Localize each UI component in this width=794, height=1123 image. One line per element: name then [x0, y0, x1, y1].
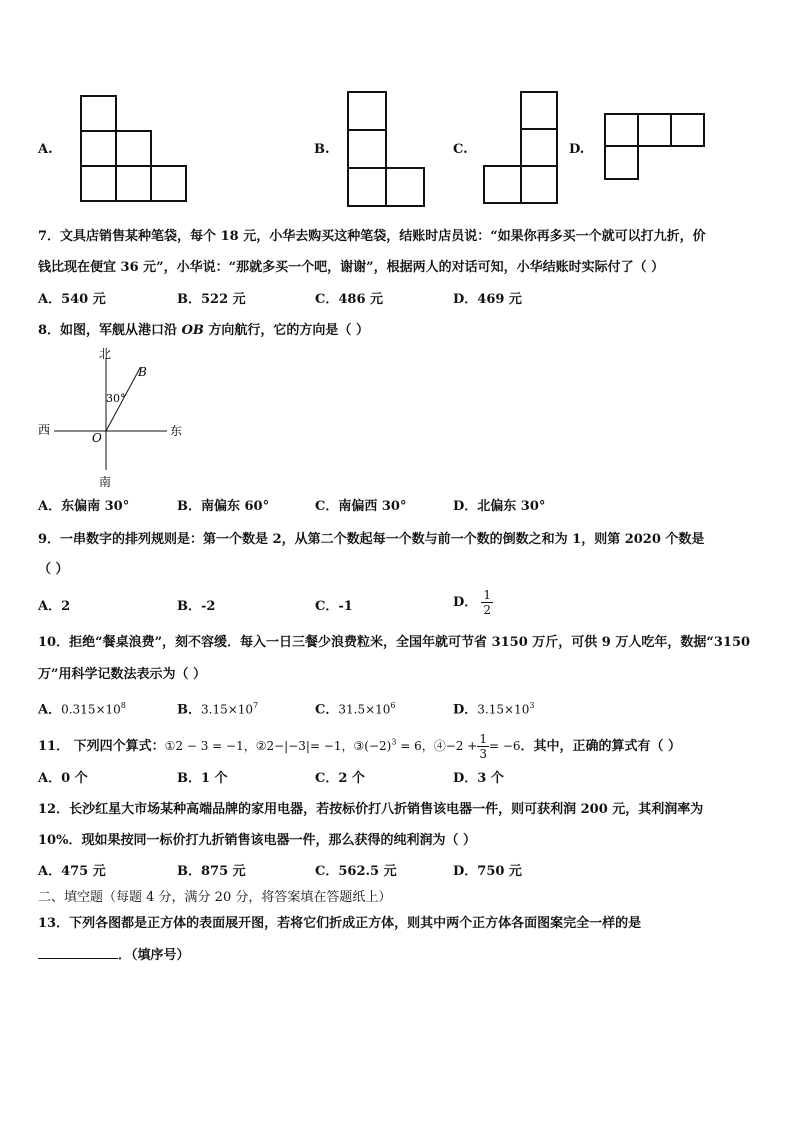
q8-option-d: D．北偏东 30°	[453, 499, 546, 514]
q12-option-a: A．475 元	[38, 864, 106, 879]
q10-option-b: B．$3.15\times 10^7$	[177, 701, 259, 718]
q8-option-a: A．东偏南 30°	[38, 499, 130, 514]
q12-option-b: B．875 元	[177, 864, 246, 879]
q8-var-ob: OB	[181, 323, 204, 338]
q12-line-2: 10%．现如果按同一标价打九折销售该电器一件，那么获得的纯利润为（ ）	[38, 833, 476, 848]
q7-option-c: C．486 元	[315, 292, 384, 307]
q6-option-d: D.	[569, 142, 585, 157]
q11-stem: 11． 下列四个算式：①2 − 3 = −1，②2−|−3|= −1，$③(-2)^3 = 6$，④−2 + $\frac{1}{3}$ = −6．其中，正确的算式有（ ）	[38, 732, 682, 761]
q6-option-b: B.	[314, 142, 330, 157]
q8-direction-diagram	[34, 342, 194, 492]
north-label: 北	[99, 347, 112, 361]
q10-line-2: 万”用科学记数法表示为（ ）	[38, 667, 207, 682]
q10-line-1: 10．拒绝“餐桌浪费”，刻不容缓．每入一日三餐少浪费粒米，全国年就可节省 3150 万斤，可供 9 万人吃年，数据“3150	[38, 635, 751, 650]
q9-option-d: D． $\frac{1}{2}$	[453, 588, 492, 617]
q11-option-b: B．1 个	[177, 771, 228, 786]
q12-option-d: D．750 元	[453, 864, 522, 879]
q10-option-c: C．$31.5\times 10^6$	[315, 701, 396, 718]
south-label: 南	[99, 475, 112, 489]
q10-option-a: A．$0.315\times 10^8$	[38, 701, 126, 718]
q8-option-b: B．南偏东 60°	[177, 499, 270, 514]
q7-line-2: 钱比现在便宜 36 元”，小华说：“那就多买一个吧，谢谢”，根据两人的对话可知，小华结账时实际付了（ ）	[38, 260, 665, 275]
q8-option-c: C．南偏西 30°	[315, 499, 407, 514]
west-label: 西	[38, 423, 51, 437]
q7-option-b: B．522 元	[177, 292, 246, 307]
q9-option-b: B．-2	[177, 599, 216, 614]
point-b-label: B	[138, 365, 147, 379]
q7-line-1: 7．文具店销售某种笔袋，每个 18 元，小华去购买这种笔袋，结账时店员说：“如果你再多买一个就可以打九折，价	[38, 229, 706, 244]
q9-option-c: C．-1	[315, 599, 353, 614]
q13-line-1: 13．下列各图都是正方体的表面展开图，若将它们折成正方体，则其中两个正方体各面图案完全一样的是	[38, 916, 642, 931]
q9-line-2: （ ）	[38, 562, 69, 577]
q12-option-c: C．562.5 元	[315, 864, 397, 879]
q9-option-a: A．2	[38, 599, 71, 614]
q11-option-a: A．0 个	[38, 771, 88, 786]
q9-fraction: $\frac{1}{2}$	[483, 588, 492, 617]
q7-option-a: A．540 元	[38, 292, 106, 307]
q7-option-d: D．469 元	[453, 292, 522, 307]
q10-option-d: D．$3.15\times 10^3$	[453, 701, 535, 718]
q11-option-d: D．3 个	[453, 771, 504, 786]
q9-line-1: 9．一串数字的排列规则是：第一个数是 2，从第二个数起每一个数与前一个数的倒数之和为 1，则第 2020 个数是	[38, 532, 705, 547]
section-2-heading: 二、填空题（每题 4 分，满分 20 分，将答案填在答题纸上）	[38, 890, 392, 905]
q8-stem: 8．如图，军舰从港口沿 OB 方向航行，它的方向是（ ）	[38, 323, 369, 338]
east-label: 东	[170, 424, 183, 438]
q13-line-2: ．（填序号）	[38, 946, 190, 965]
q11-option-c: C．2 个	[315, 771, 365, 786]
angle-label: 30°	[106, 392, 126, 405]
q6-option-a: A.	[38, 142, 53, 157]
q13-answer-blank[interactable]	[38, 946, 118, 959]
origin-label: O	[92, 431, 102, 445]
q11-fraction: $\frac{1}{3}$	[479, 732, 487, 761]
q12-line-1: 12．长沙红星大市场某种高端品牌的家用电器，若按标价打八折销售该电器一件，则可获利润 200 元，其利润率为	[38, 802, 704, 817]
q6-option-c: C.	[453, 142, 468, 157]
